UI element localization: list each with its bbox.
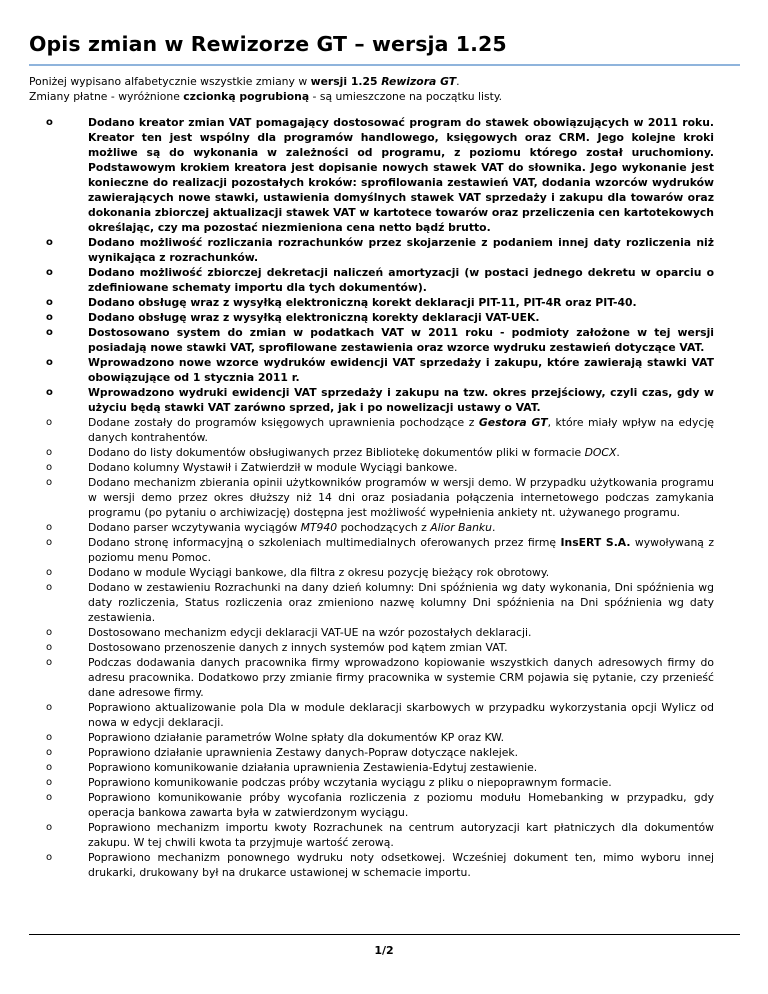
bullet-icon: o	[46, 537, 53, 548]
change-text-part: Poprawiono działanie parametrów Wolne spłaty dla dokumentów KP oraz KW.	[88, 731, 505, 744]
bullet-icon: o	[46, 567, 53, 578]
bullet-icon: o	[46, 522, 53, 533]
free-change-item	[46, 445, 714, 460]
change-text-part: Dostosowano przenoszenie danych z innych systemów pod kątem zmian VAT.	[88, 641, 508, 654]
bullet-icon: o	[46, 117, 53, 128]
bullet-icon: o	[46, 642, 53, 653]
page-number: 1/2	[374, 944, 394, 957]
free-change-item	[46, 850, 714, 880]
intro-line-1-prefix: Poniżej wypisano alfabetycznie wszystkie zmiany w	[29, 75, 311, 88]
change-text-part: Poprawiono mechanizm importu kwoty Rozrachunek na centrum autoryzacji kart płatniczych dla dokumentów zakupu. W tej chwili kwota ta przyjmuje wartość zerową.	[88, 821, 714, 849]
intro-line-2-prefix: Zmiany płatne - wyróżnione	[29, 90, 184, 103]
free-change-item	[46, 460, 714, 475]
free-change-item	[46, 775, 714, 790]
bullet-icon: o	[46, 852, 53, 863]
change-text-part: .	[492, 521, 496, 534]
free-change-item	[46, 640, 714, 655]
intro	[29, 74, 740, 104]
free-change-item	[46, 565, 714, 580]
change-text-part: Poprawiono komunikowanie podczas próby wczytania wyciągu z pliku o niepoprawnym formacie.	[88, 776, 612, 789]
bullet-icon: o	[46, 702, 53, 713]
bullet-icon: o	[46, 447, 53, 458]
free-change-item	[46, 790, 714, 820]
change-text-part: Gestora GT	[478, 416, 548, 429]
change-text-part: Poprawiono mechanizm ponownego wydruku noty odsetkowej. Wcześniej dokument ten, mimo wyboru innej drukarki, drukowany był na drukarce ustawionej w schemacie importu.	[88, 851, 714, 879]
free-change-item	[46, 760, 714, 775]
change-text-part: Dodano w module Wyciągi bankowe, dla filtra z okresu pozycję bieżący rok obrotowy.	[88, 566, 550, 579]
change-text-part: .	[616, 446, 620, 459]
bullet-icon: o	[46, 792, 53, 803]
intro-line-1	[29, 74, 740, 89]
change-text-part: Dodano w zestawieniu Rozrachunki na dany dzień kolumny: Dni spóźnienia wg daty wykonania, Dni spóźnienia wg daty rozliczenia, Status rozliczenia oraz zmieniono nazwę kolumny Dni spóźnienia na Dni spóźnienia wg daty zestawienia.	[88, 581, 714, 624]
intro-bold-text: czcionką pogrubioną	[183, 90, 310, 103]
bullet-icon: o	[46, 747, 53, 758]
free-change-item	[46, 625, 714, 640]
change-text-part: Dodano parser wczytywania wyciągów	[88, 521, 301, 534]
change-text-part: , które miały wpływ na edycję danych kontrahentów.	[88, 416, 714, 444]
bullet-icon: o	[46, 312, 53, 323]
bullet-icon: o	[46, 327, 53, 338]
bullet-icon: o	[46, 477, 53, 488]
change-text: Dodano możliwość rozliczania rozrachunków przez skojarzenie z podaniem innej daty rozliczenia niż wynikająca z rozrachunków.	[88, 236, 714, 264]
free-change-item	[46, 820, 714, 850]
change-text-part: MT940	[300, 521, 338, 534]
change-text-part: Poprawiono działanie uprawnienia Zestawy danych-Popraw dotyczące naklejek.	[88, 746, 519, 759]
change-text-part: Dostosowano mechanizm edycji deklaracji VAT-UE na wzór pozostałych deklaracji.	[88, 626, 532, 639]
free-change-item	[46, 580, 714, 625]
intro-product-name: Rewizora GT	[381, 75, 457, 88]
change-text-part: Dodane zostały do programów księgowych uprawnienia pochodzące z	[88, 416, 479, 429]
change-text-part: Poprawiono komunikowanie działania uprawnienia Zestawienia-Edytuj zestawienie.	[88, 761, 538, 774]
bullet-icon: o	[46, 417, 53, 428]
bullet-icon: o	[46, 627, 53, 638]
change-text-part: Poprawiono aktualizowanie pola Dla w module deklaracji skarbowych w przypadku wykorzystania opcji Wylicz od nowa w edycji deklaracji.	[88, 701, 714, 729]
paid-change-item	[46, 355, 714, 385]
footer-rule	[29, 934, 740, 935]
change-text-part: Dodano mechanizm zbierania opinii użytkowników programów w wersji demo. W przypadku użytkowania programu w wersji demo przez okres dłuższy niż 14 dni oraz posiadania połączenia internetowego podczas zamykania programu (po pytaniu o archiwizację) dostępna jest możliwość wypełnienia ankiety nt. używanego programu.	[88, 476, 714, 519]
bullet-icon: o	[46, 732, 53, 743]
bullet-icon: o	[46, 357, 53, 368]
change-text-part: Dodano kolumny Wystawił i Zatwierdził w module Wyciągi bankowe.	[88, 461, 458, 474]
bullet-icon: o	[46, 462, 53, 473]
intro-version: wersji 1.25	[310, 75, 382, 88]
bullet-icon: o	[46, 237, 53, 248]
paid-change-item	[46, 265, 714, 295]
paid-change-item	[46, 385, 714, 415]
free-change-item	[46, 730, 714, 745]
change-text: Wprowadzono wydruki ewidencji VAT sprzedaży i zakupu na tzw. okres przejściowy, czyli czas, gdy w użyciu będą stawki VAT zarówno sprzed, jak i po nowelizacji ustawy o VAT.	[88, 386, 714, 414]
bullet-icon: o	[46, 297, 53, 308]
change-text: Wprowadzono nowe wzorce wydruków ewidencji VAT sprzedaży i zakupu, które zawierają stawki VAT obowiązujące od 1 stycznia 2011 r.	[88, 356, 714, 384]
change-text: Dodano obsługę wraz z wysyłką elektroniczną korekty deklaracji VAT-UEK.	[88, 311, 540, 324]
change-text: Dodano kreator zmian VAT pomagający dostosować program do stawek obowiązujących w 2011 roku. Kreator ten jest wspólny dla programów handlowego, księgowych oraz CRM. Jego kolejne kroki możliwe są do wykonania w zależności od programu, z poziomu którego został uruchomiony. Podstawowym krokiem kreatora jest dopisanie nowych stawek VAT do słownika. Jego wykonanie jest konieczne do realizacji pozostałych kroków: sprofilowania zestawień VAT, dodania wzorców wydruków zawierających nowe stawki, ustawienia domyślnych stawek VAT sprzedaży i zakupu dla towarów oraz dokonania zbiorczej aktualizacji stawek VAT w kartotece towarów oraz przeliczenia cen kartotekowych określając, czy ma pozostać niezmieniona cena netto bądź brutto.	[88, 116, 714, 234]
free-change-item	[46, 415, 714, 445]
change-text-part: pochodzących z	[337, 521, 431, 534]
paid-change-item	[46, 235, 714, 265]
change-text-part: Podczas dodawania danych pracownika firmy wprowadzono kopiowanie wszystkich danych adresowych firmy do adresu pracownika. Dodatkowo przy zmianie firmy pracownika w systemie CRM pojawia się pytanie, czy przenieść dane adresowe firmy.	[88, 656, 714, 699]
intro-line-2-suffix: - są umieszczone na początku listy.	[309, 90, 503, 103]
bullet-icon: o	[46, 657, 53, 668]
change-text: Dostosowano system do zmian w podatkach VAT w 2011 roku - podmioty założone w tej wersji posiadają nowe stawki VAT, sprofilowane zestawienia oraz wzorce wydruku zestawień dotyczące VAT.	[88, 326, 714, 354]
change-text-part: Dodano stronę informacyjną o szkoleniach multimedialnych oferowanych przez firmę	[88, 536, 561, 549]
paid-change-item	[46, 115, 714, 235]
change-text-part: InsERT S.A.	[560, 536, 631, 549]
change-text-part: Poprawiono komunikowanie próby wycofania rozliczenia z poziomu modułu Homebanking w przypadku, gdy operacja bankowa zawarta była w zatwierdzonym wyciągu.	[88, 791, 714, 819]
change-text-part: DOCX	[584, 446, 617, 459]
bullet-icon: o	[46, 762, 53, 773]
change-text: Dodano obsługę wraz z wysyłką elektroniczną korekt deklaracji PIT-11, PIT-4R oraz PIT-40.	[88, 296, 637, 309]
bullet-icon: o	[46, 387, 53, 398]
free-change-item	[46, 655, 714, 700]
paid-change-item	[46, 325, 714, 355]
paid-change-item	[46, 295, 714, 310]
intro-line-2	[29, 89, 740, 104]
free-change-item	[46, 535, 714, 565]
free-change-item	[46, 700, 714, 730]
intro-line-1-suffix: .	[456, 75, 460, 88]
bullet-icon: o	[46, 267, 53, 278]
title-underline	[29, 64, 740, 66]
changes-list	[46, 115, 714, 880]
free-change-item	[46, 475, 714, 520]
free-change-item	[46, 520, 714, 535]
bullet-icon: o	[46, 582, 53, 593]
change-text-part: Dodano do listy dokumentów obsługiwanych przez Bibliotekę dokumentów pliki w formacie	[88, 446, 585, 459]
page-title: Opis zmian w Rewizorze GT – wersja 1.25	[29, 32, 507, 56]
change-text-part: Alior Banku	[430, 521, 493, 534]
paid-change-item	[46, 310, 714, 325]
bullet-icon: o	[46, 822, 53, 833]
free-change-item	[46, 745, 714, 760]
change-text: Dodano możliwość zbiorczej dekretacji naliczeń amortyzacji (w postaci jednego dekretu w oparciu o zdefiniowane schematy importu dla tych dokumentów).	[88, 266, 714, 294]
change-text-part: wywoływaną z poziomu menu Pomoc.	[88, 536, 714, 564]
bullet-icon: o	[46, 777, 53, 788]
